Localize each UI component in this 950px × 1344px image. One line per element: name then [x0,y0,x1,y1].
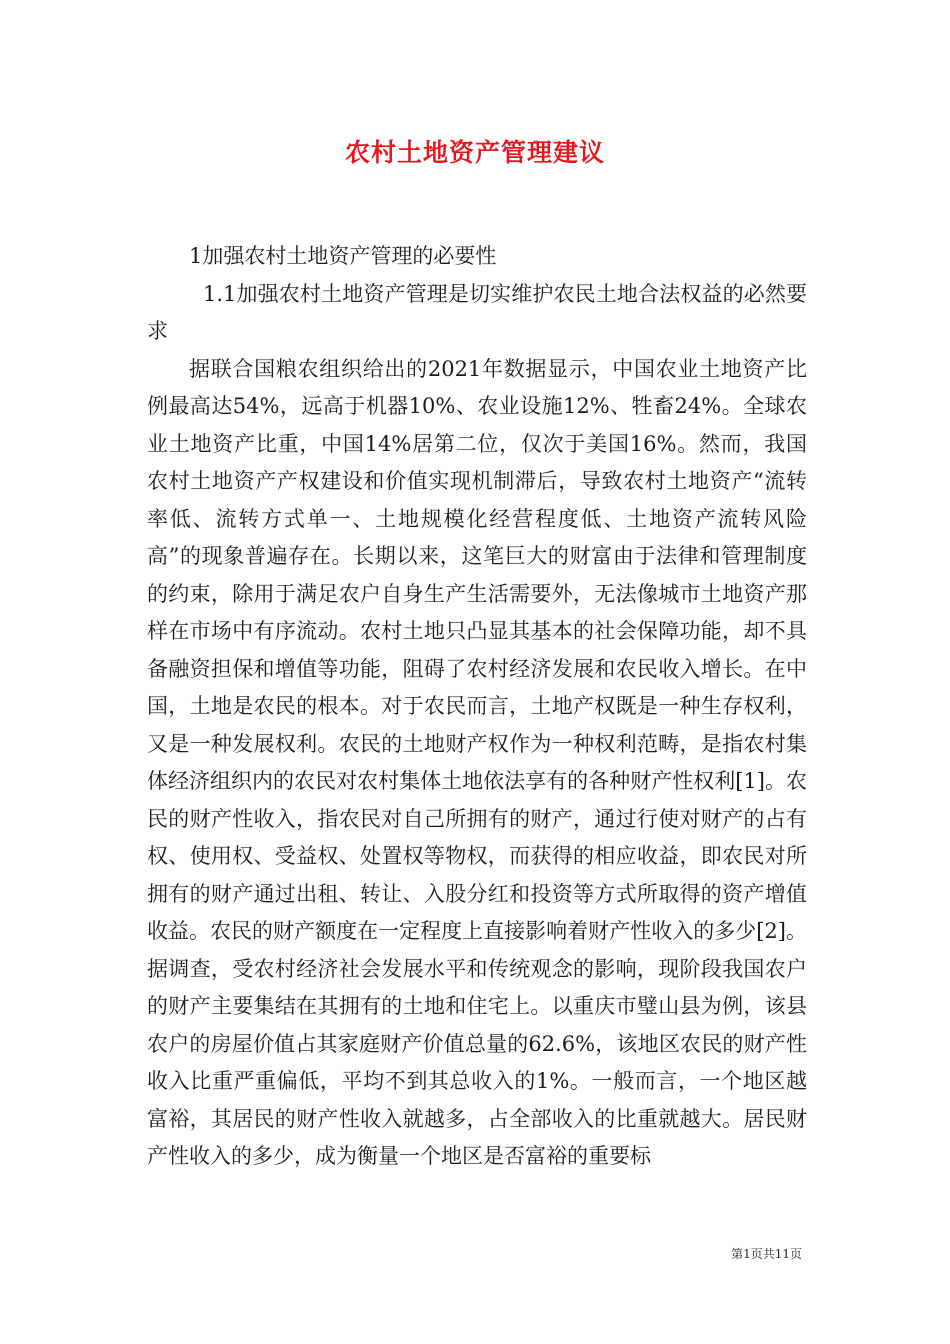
section-heading: 1加强农村土地资产管理的必要性 [189,244,497,268]
body-paragraph: 据联合国粮农组织给出的2021年数据显示，中国农业土地资产比例最高达54%，远高于机器10%、农业设施12%、牲畜24%。全球农业土地资产比重，中国14%居第二位，仅次于美国16%。然而，我国农村土地资产产权建设和价值实现机制滞后，导致农村土地资产“流转率低、流转方式单一、土地规模化经营程度低、土地资产流转风险高”的现象普遍存在。长期以来，这笔巨大的财富由于法律和管理制度的约束，除用于满足农户自身生产生活需要外，无法像城市土地资产那样在市场中有序流动。农村土地只凸显其基本的社会保障功能，却不具备融资担保和增值等功能，阻碍了农村经济发展和农民收入增长。在中国，土地是农民的根本。对于农民而言，土地产权既是一种生存权利，又是一种发展权利。农民的土地财产权作为一种权利范畴，是指农村集体经济组织内的农民对农村集体土地依法享有的各种财产性权利[1]。农民的财产性收入，指农民对自己所拥有的财产，通过行使对财产的占有权、使用权、受益权、处置权等物权，而获得的相应收益，即农民对所拥有的财产通过出租、转让、入股分红和投资等方式所取得的资产增值收益。农民的财产额度在一定程度上直接影响着财产性收入的多少[2]。据调查，受农村经济社会发展水平和传统观念的影响，现阶段我国农户的财产主要集结在其拥有的土地和住宅上。以重庆市璧山县为例，该县农户的房屋价值占其家庭财产价值总量的62.6%，该地区农民的财产性收入比重严重偏低，平均不到其总收入的1%。一般而言，一个地区越富裕，其居民的财产性收入就越多，占全部收入的比重就越大。居民财产性收入的多少，成为衡量一个地区是否富裕的重要标 [147,356,807,1168]
page-number: 第1页共11页 [731,1247,802,1261]
document-title: 农村土地资产管理建议 [344,138,605,167]
subsection-heading: 1.1加强农村土地资产管理是切实维护农民土地合法权益的必然要求 [147,281,807,343]
document-body [147,238,807,1176]
